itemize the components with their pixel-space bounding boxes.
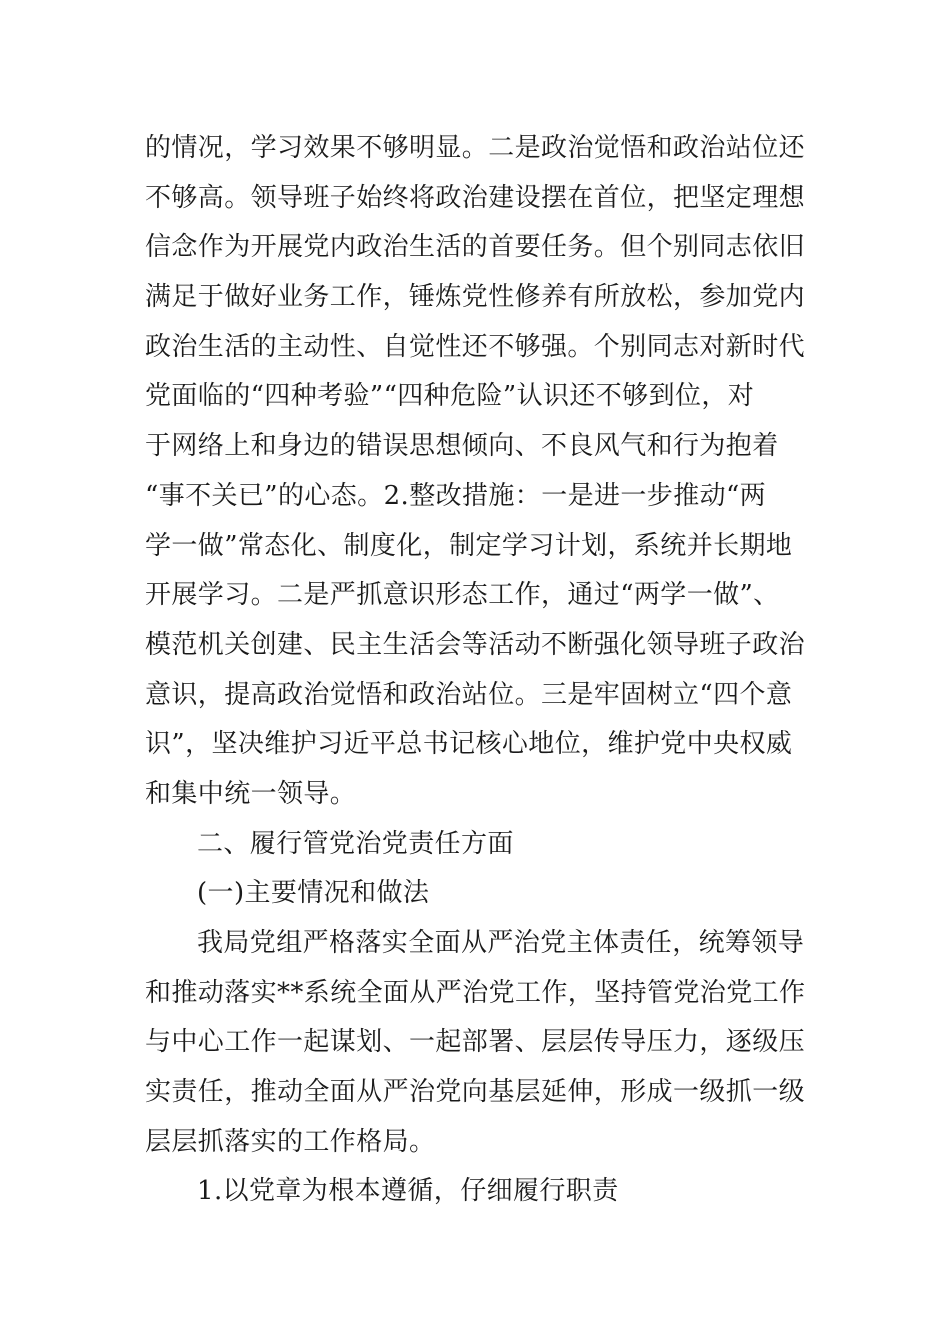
body-line: 开展学习。二是严抓意识形态工作，通过“两学一做”、 (145, 580, 780, 611)
body-line: 于网络上和身边的错误思想倾向、不良风气和行为抱着 (145, 431, 779, 462)
body-line: 实责任，推动全面从严治党向基层延伸，形成一级抓一级 (145, 1077, 806, 1108)
body-line: “事不关已”的心态。2.整改措施：一是进一步推动“两 (145, 480, 767, 511)
body-line: 的情况，学习效果不够明显。二是政治觉悟和政治站位还 (145, 133, 806, 163)
section-heading: 二、履行管党治党责任方面 (197, 828, 514, 859)
body-line: 层层抓落实的工作格局。 (145, 1126, 436, 1157)
body-line: 学一做”常态化、制度化，制定学习计划，系统并长期地 (145, 530, 793, 561)
body-line: 和推动落实**系统全面从严治党工作，坚持管党治党工作 (145, 977, 806, 1008)
numbered-item-heading: 1.以党章为根本遵循，仔细履行职责 (197, 1176, 619, 1207)
paragraph-start-line: 我局党组严格落实全面从严治党主体责任，统筹领导 (197, 928, 805, 958)
body-line: 和集中统一领导。 (145, 778, 357, 809)
body-line: 与中心工作一起谋划、一起部署、层层传导压力，逐级压 (145, 1027, 806, 1058)
body-line: 意识，提高政治觉悟和政治站位。三是牢固树立“四个意 (145, 679, 793, 710)
body-line: 不够高。领导班子始终将政治建设摆在首位，把坚定理想 (145, 182, 806, 213)
subsection-heading: (一)主要情况和做法 (197, 878, 430, 909)
body-line: 模范机关创建、民主生活会等活动不断强化领导班子政治 (145, 629, 806, 660)
body-line: 政治生活的主动性、自觉性还不够强。个别同志对新时代 (145, 331, 806, 362)
body-line: 满足于做好业务工作，锤炼党性修养有所放松，参加党内 (145, 282, 806, 313)
body-line: 党面临的“四种考验”“四种危险”认识还不够到位，对 (145, 381, 755, 412)
document-body (145, 124, 807, 1217)
body-line: 识”，坚决维护习近平总书记核心地位，维护党中央权威 (145, 729, 793, 760)
body-line: 信念作为开展党内政治生活的首要任务。但个别同志依旧 (145, 232, 806, 263)
